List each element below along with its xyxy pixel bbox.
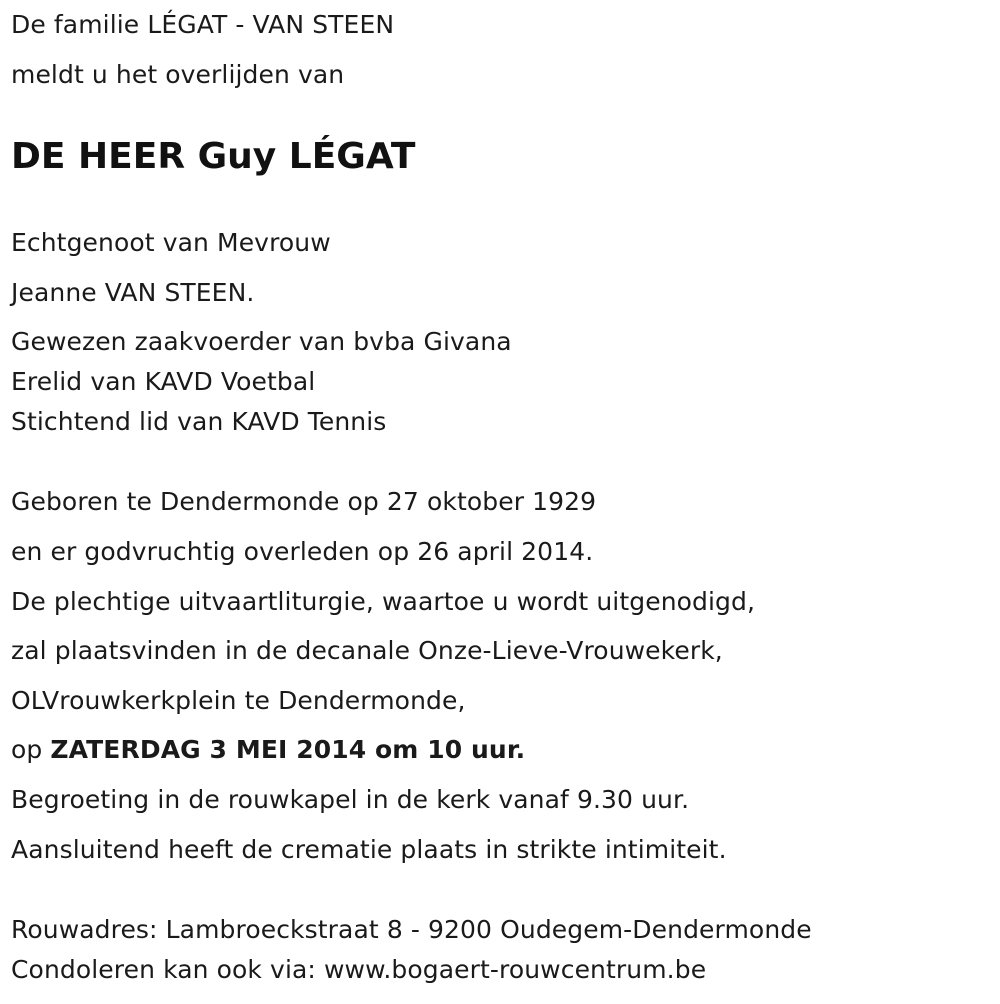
date-line bbox=[11, 735, 525, 765]
church-line: zal plaatsvinden in de decanale Onze-Lieve-Vrouwekerk, bbox=[11, 636, 723, 665]
death-line: en er godvruchtig overleden op 26 april 2014. bbox=[11, 537, 594, 566]
address-line: Rouwadres: Lambroeckstraat 8 - 9200 Oudegem-Dendermonde bbox=[11, 915, 812, 944]
square-line: OLVrouwkerkplein te Dendermonde, bbox=[11, 686, 466, 715]
role-line-3: Stichtend lid van KAVD Tennis bbox=[11, 407, 387, 436]
greeting-line: Begroeting in de rouwkapel in de kerk vanaf 9.30 uur. bbox=[11, 785, 690, 814]
spouse-prefix: Echtgenoot van Mevrouw bbox=[11, 228, 331, 257]
birth-line: Geboren te Dendermonde op 27 oktober 1929 bbox=[11, 487, 597, 516]
date-prefix: op bbox=[11, 735, 43, 764]
deceased-name: DE HEER Guy LÉGAT bbox=[11, 136, 416, 177]
liturgy-line: De plechtige uitvaartliturgie, waartoe u wordt uitgenodigd, bbox=[11, 587, 756, 616]
spouse-name: Jeanne VAN STEEN. bbox=[11, 278, 255, 307]
ceremony-date: ZATERDAG 3 MEI 2014 om 10 uur. bbox=[50, 735, 526, 764]
condolence-line: Condoleren kan ook via: www.bogaert-rouwcentrum.be bbox=[11, 955, 707, 984]
announcement-line: meldt u het overlijden van bbox=[11, 60, 345, 89]
family-line: De familie LÉGAT - VAN STEEN bbox=[11, 10, 395, 39]
role-line-2: Erelid van KAVD Voetbal bbox=[11, 367, 316, 396]
role-line-1: Gewezen zaakvoerder van bvba Givana bbox=[11, 327, 512, 356]
cremation-line: Aansluitend heeft de crematie plaats in strikte intimiteit. bbox=[11, 835, 727, 864]
